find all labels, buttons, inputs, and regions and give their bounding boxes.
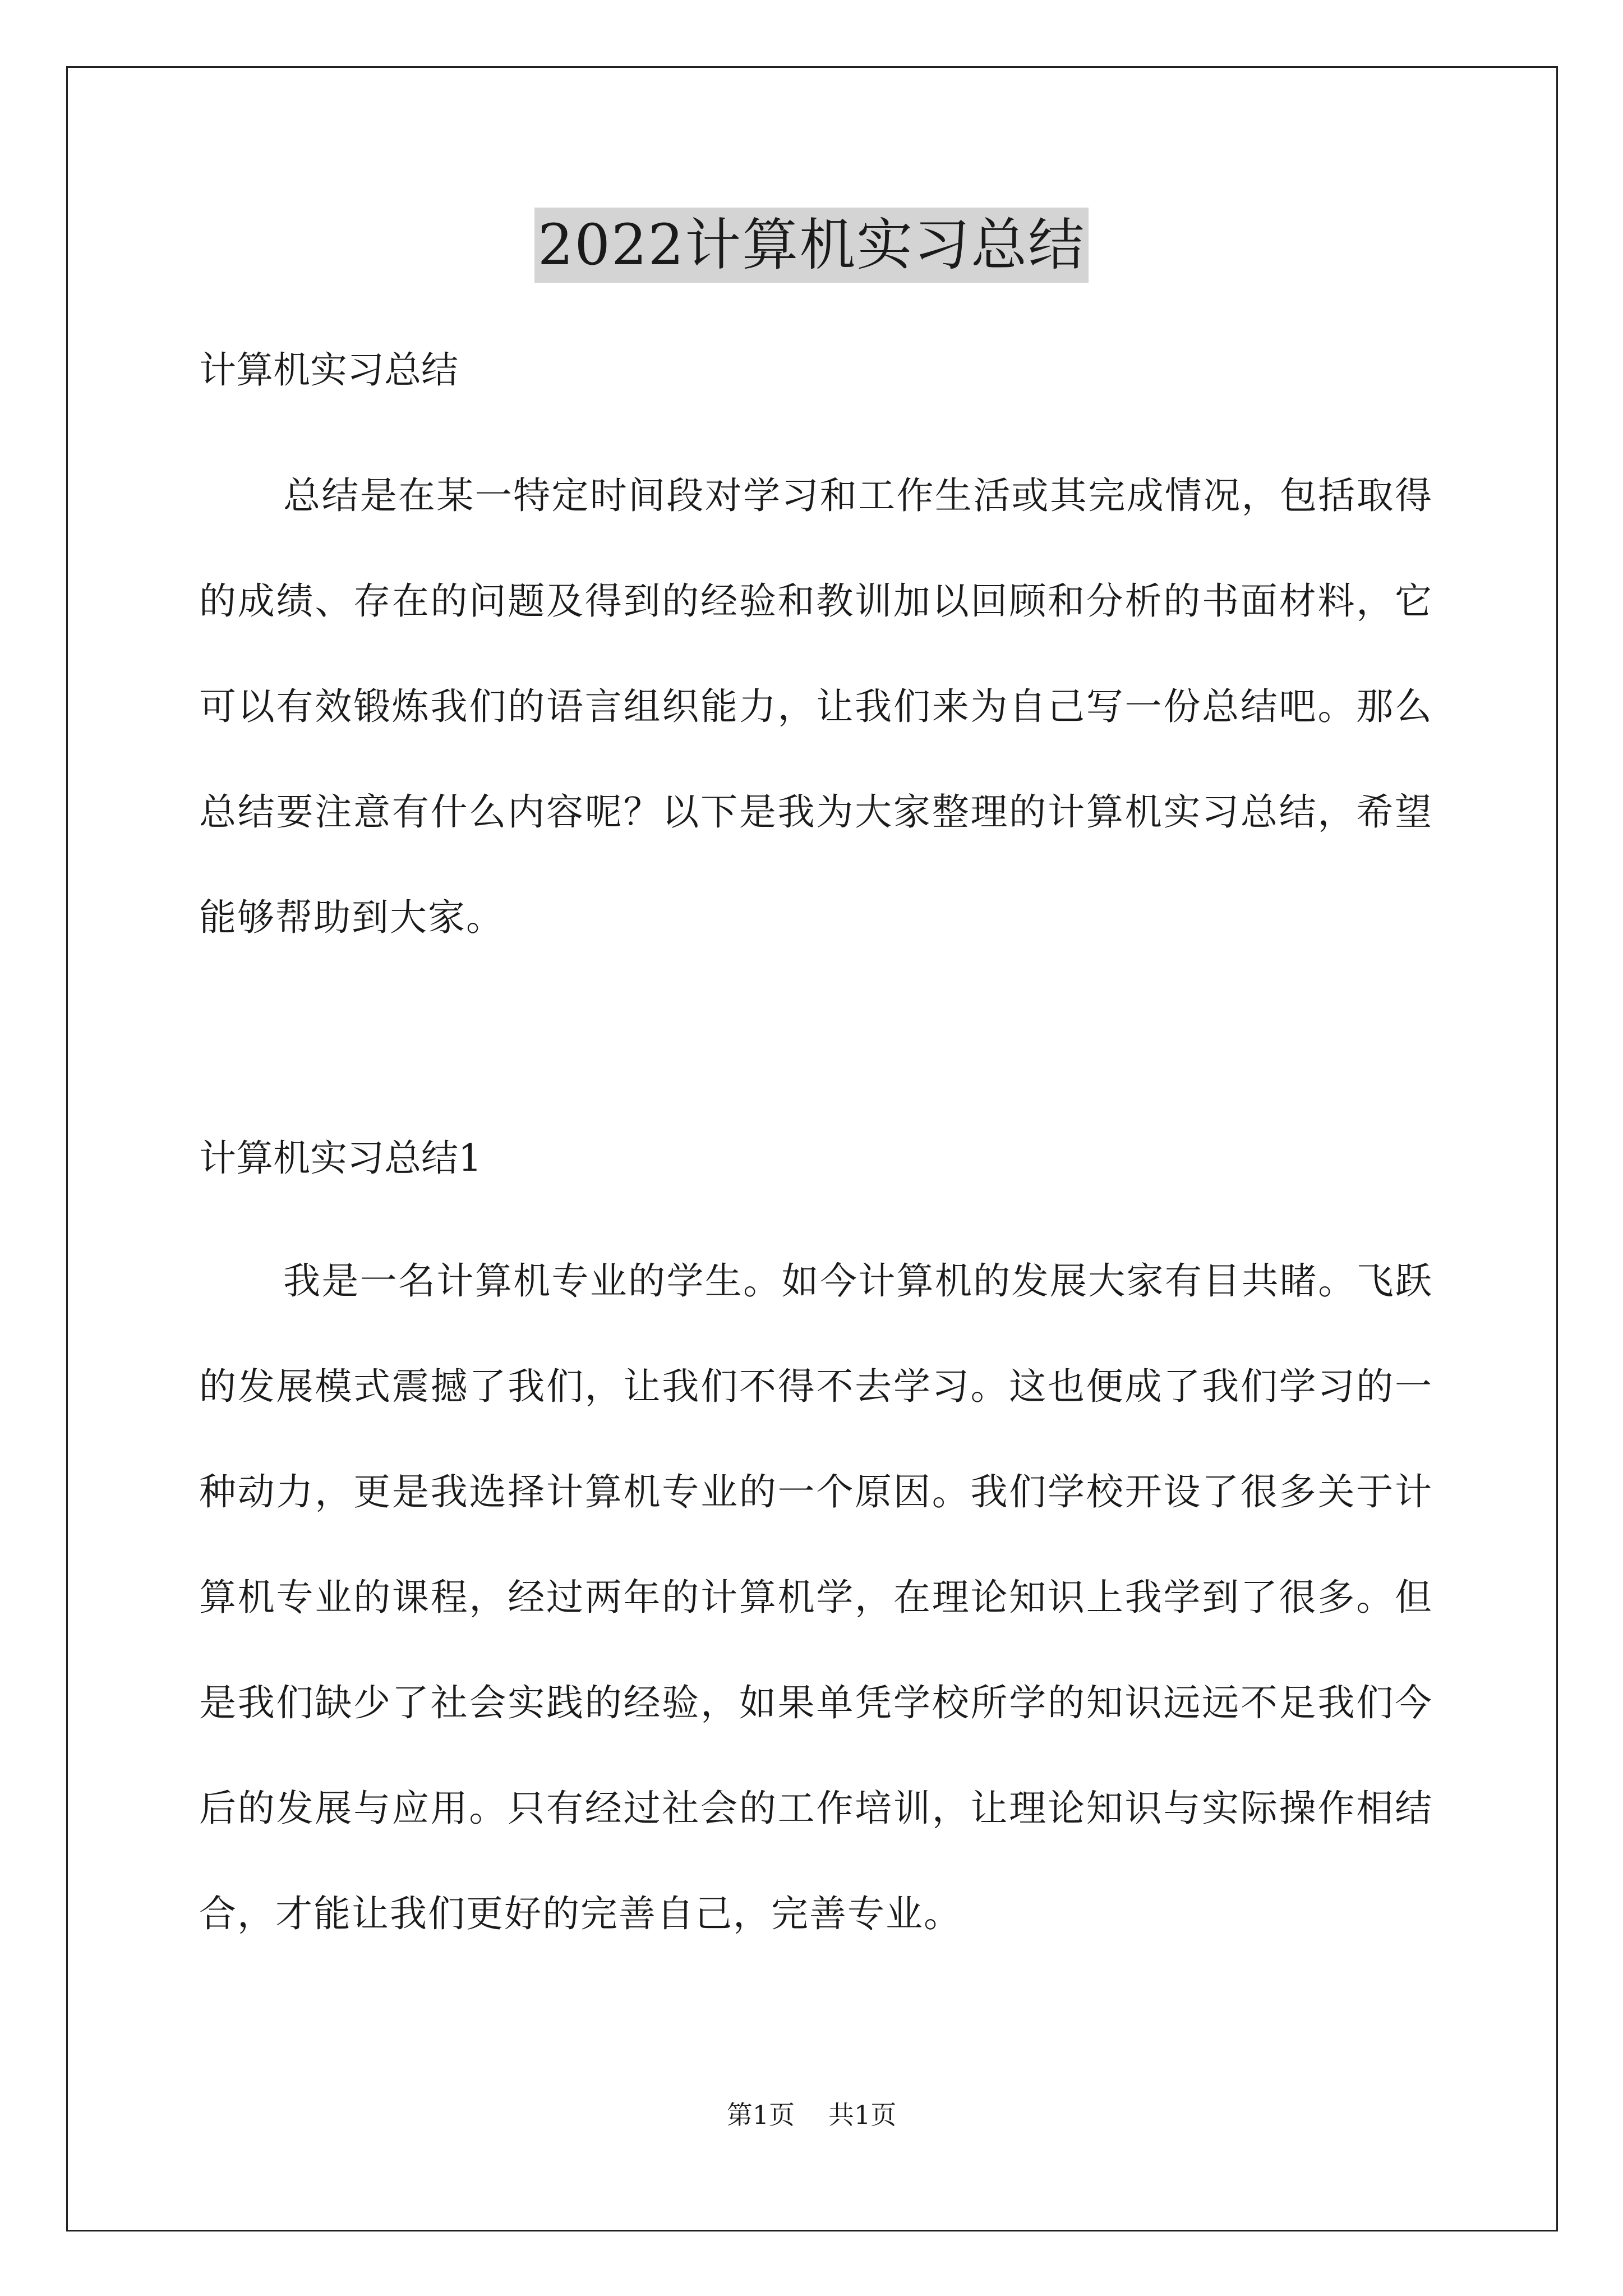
page-footer xyxy=(0,2098,1623,2132)
page-number: 第1页 xyxy=(726,2100,795,2130)
intro-paragraph: 总结是在某一特定时间段对学习和工作生活或其完成情况，包括取得的成绩、存在的问题及得到的经验和教训加以回顾和分析的书面材料，它可以有效锻炼我们的语言组织能力，让我们来为自己写一份总结吧。那么总结要注意有什么内容呢？以下是我为大家整理的计算机实习总结，希望能够帮助到大家。 xyxy=(199,474,1433,939)
page-total: 共1页 xyxy=(828,2100,897,2130)
document-title: 2022计算机实习总结 xyxy=(534,208,1089,283)
section1-heading: 计算机实习总结1 xyxy=(199,1137,482,1180)
spacer xyxy=(199,970,1433,1130)
section1-paragraph: 我是一名计算机专业的学生。如今计算机的发展大家有目共睹。飞跃的发展模式震撼了我们，让我们不得不去学习。这也便成了我们学习的一种动力，更是我选择计算机专业的一个原因。我们学校开设了很多关于计算机专业的课程，经过两年的计算机学，在理论知识上我学到了很多。但是我们缺少了社会实践的经验，如果单凭学校所学的知识远远不足我们今后的发展与应用。只有经过社会的工作培训，让理论知识与实际操作相结合，才能让我们更好的完善自己，完善专业。 xyxy=(199,1259,1433,1935)
intro-heading: 计算机实习总结 xyxy=(199,348,458,392)
document-body xyxy=(199,342,1433,1967)
spacer xyxy=(199,398,1433,443)
title-container xyxy=(0,208,1623,283)
spacer xyxy=(199,1186,1433,1228)
